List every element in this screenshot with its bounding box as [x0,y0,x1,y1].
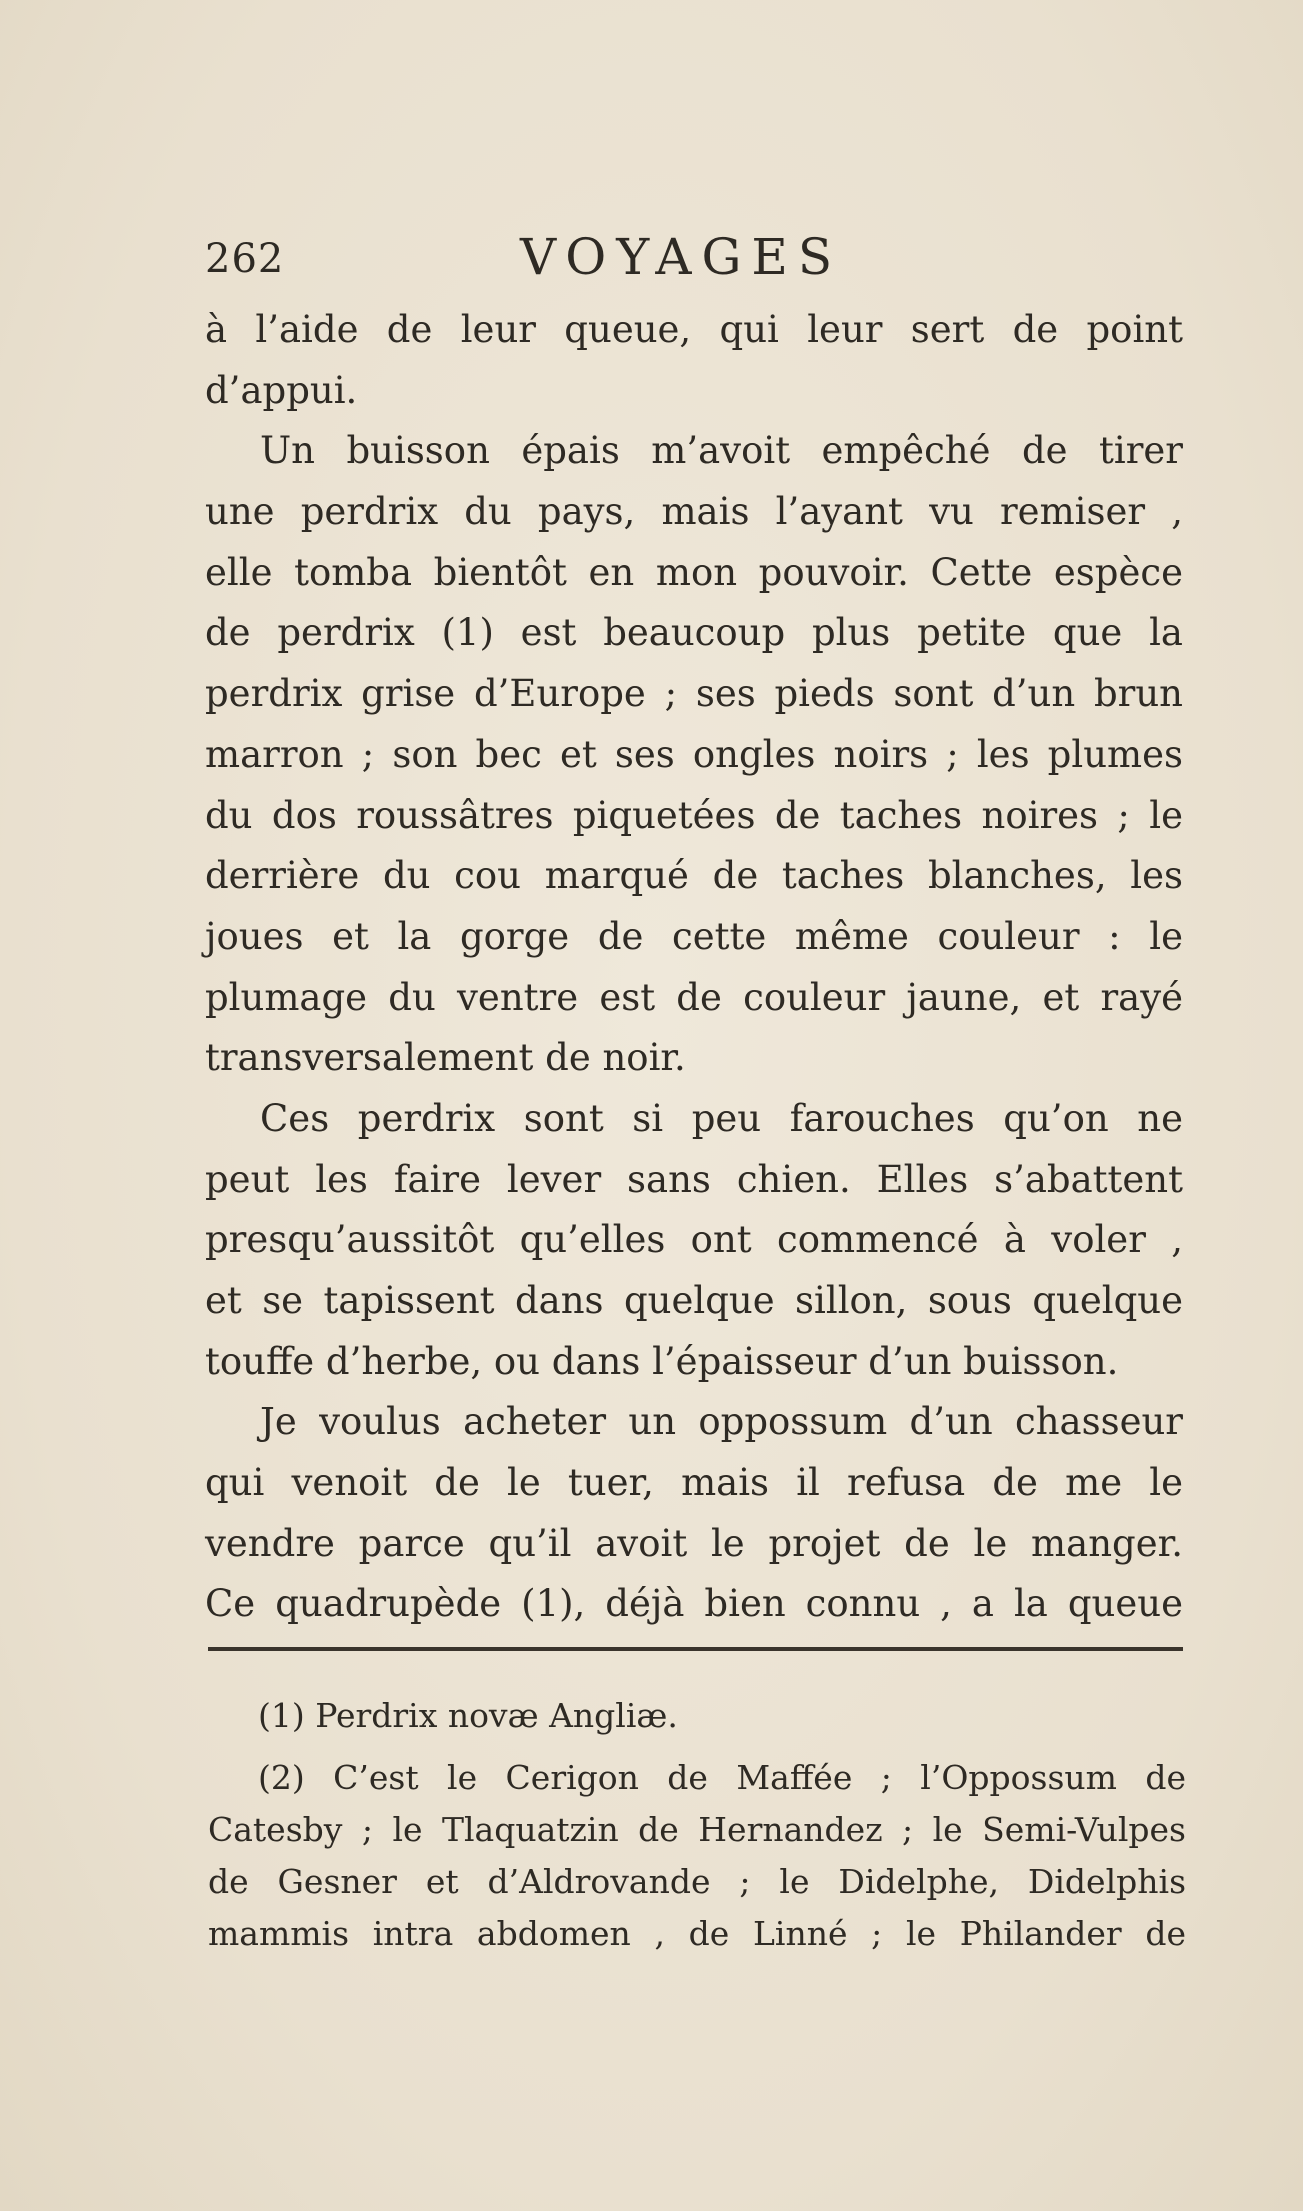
text-line: presqu’aussitôt qu’elles ont commencé à voler , [205,1218,1183,1262]
text-line: joues et la gorge de cette même couleur : le [205,914,1183,958]
text-line: d’appui. [205,368,358,412]
text-line: à l’aide de leur queue, qui leur sert de point [205,308,1183,351]
text-line: une perdrix du pays, mais l’ayant vu remiser , [205,490,1183,534]
page-number: 262 [205,236,285,282]
text-line: elle tomba bientôt en mon pouvoir. Cette espèce [205,550,1183,594]
running-title: VOYAGES [520,228,843,286]
text-line: Je voulus acheter un oppossum d’un chasseur [260,1400,1183,1444]
text-line: marron ; son bec et ses ongles noirs ; les plumes [205,732,1183,776]
text-line: et se tapissent dans quelque sillon, sous quelque [205,1279,1183,1322]
text-line: perdrix grise d’Europe ; ses pieds sont d’un brun [205,672,1183,716]
footnote-line: Catesby ; le Tlaquatzin de Hernandez ; le Semi-Vulpes [208,1810,1186,1849]
text-line: touffe d’herbe, ou dans l’épaisseur d’un buisson. [205,1339,1119,1383]
text-line: vendre parce qu’il avoit le projet de le manger. [205,1521,1183,1565]
text-line: Ce quadrupède (1), déjà bien connu , a la queue [205,1582,1183,1626]
footnote-divider [208,1647,1183,1651]
footnote-line: de Gesner et d’Aldrovande ; le Didelphe, Didelphis [208,1862,1186,1901]
text-line: Ces perdrix sont si peu farouches qu’on ne [260,1096,1183,1140]
text-line: Un buisson épais m’avoit empêché de tirer [260,429,1183,473]
text-line: de perdrix (1) est beaucoup plus petite que la [205,611,1183,655]
text-line: peut les faire lever sans chien. Elles s’abattent [205,1157,1183,1201]
text-line: derrière du cou marqué de taches blanches, les [205,854,1183,898]
footnote-line: mammis intra abdomen , de Linné ; le Philander de [208,1914,1186,1953]
text-line: du dos roussâtres piquetées de taches noires ; le [205,793,1183,837]
text-line: qui venoit de le tuer, mais il refusa de me le [205,1461,1183,1505]
footnote-line: (1) Perdrix novæ Angliæ. [258,1696,678,1735]
footnote-line: (2) C’est le Cerigon de Maffée ; l’Oppossum de [258,1758,1186,1797]
text-line: transversalement de noir. [205,1036,686,1080]
footnotes [208,1690,1186,1960]
text-line: plumage du ventre est de couleur jaune, et rayé [205,975,1183,1019]
body-text [205,300,1183,1635]
page-header [205,228,1185,288]
